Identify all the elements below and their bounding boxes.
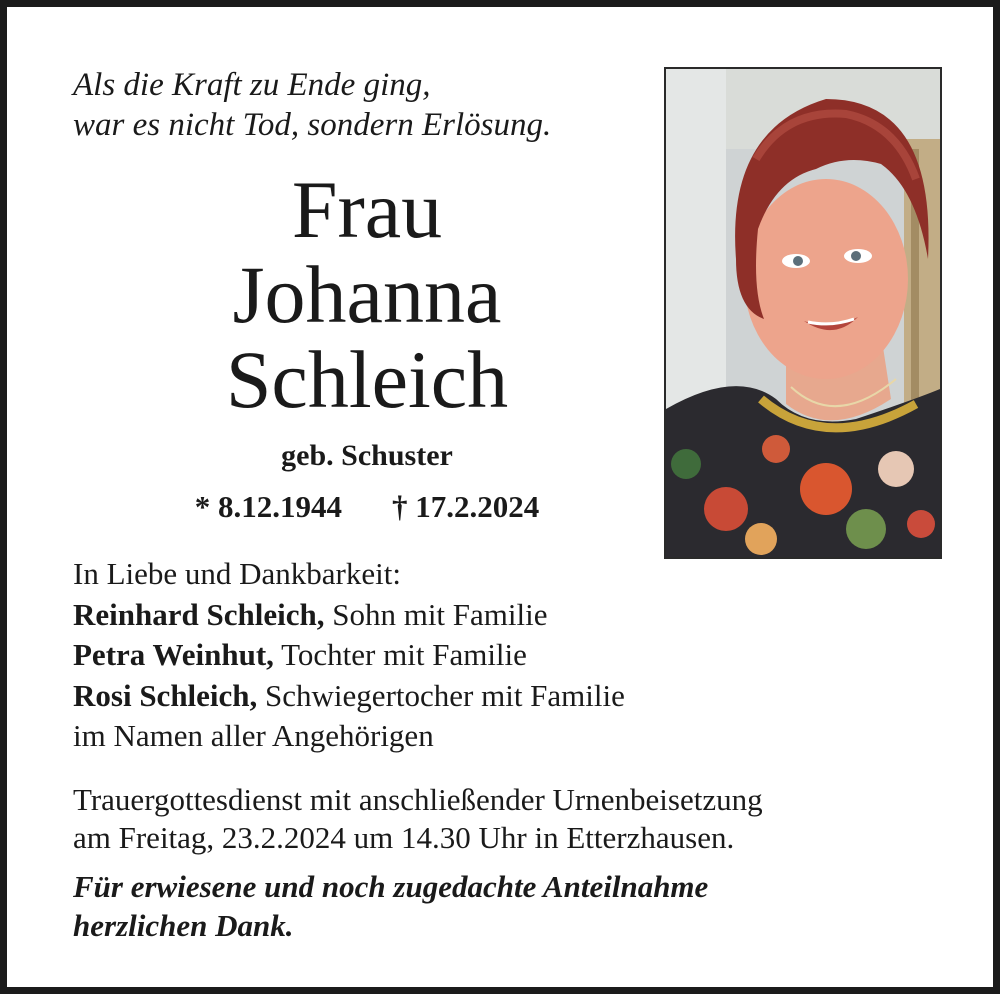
mourners-section [73, 554, 953, 757]
portrait-illustration [666, 69, 940, 557]
thanks-line-2: herzlichen Dank. [73, 908, 294, 943]
thanks-note [73, 867, 953, 945]
mourner-relation: Sohn mit Familie [332, 596, 548, 632]
mourner-row [73, 635, 953, 676]
mourner-name: Petra Weinhut, [73, 637, 274, 672]
mourners-closing: im Namen aller Angehörigen [73, 718, 434, 753]
mourners-intro: In Liebe und Dankbarkeit: [73, 556, 401, 591]
mourner-row [73, 595, 953, 636]
mourner-row [73, 676, 953, 717]
deceased-first-name: Johanna [232, 249, 502, 340]
motto [73, 65, 653, 145]
death-date: † 17.2.2024 [392, 489, 540, 524]
deceased-last-name: Schleich [225, 334, 509, 425]
service-line-2: am Freitag, 23.2.2024 um 14.30 Uhr in Etterzhausen. [73, 820, 735, 855]
deceased-name [117, 164, 617, 425]
motto-line-2: war es nicht Tod, sondern Erlösung. [73, 107, 552, 143]
portrait-photo [664, 67, 942, 559]
deceased-title: Frau [291, 164, 443, 255]
motto-line-1: Als die Kraft zu Ende ging, [73, 67, 431, 103]
maiden-name: geb. Schuster [281, 439, 453, 472]
life-dates [117, 487, 617, 527]
service-info [73, 781, 973, 857]
mourner-relation: Tochter mit Familie [281, 637, 527, 672]
mourner-name: Rosi Schleich, [73, 677, 258, 713]
service-line-1: Trauergottesdienst mit anschließender Urnenbeisetzung [73, 782, 763, 817]
mourner-relation: Schwiegertocher mit Familie [265, 677, 625, 713]
thanks-line-1: Für erwiesene und noch zugedachte Anteilnahme [73, 869, 709, 904]
mourner-name: Reinhard Schleich, [73, 596, 325, 632]
birth-date: * 8.12.1944 [194, 489, 342, 524]
